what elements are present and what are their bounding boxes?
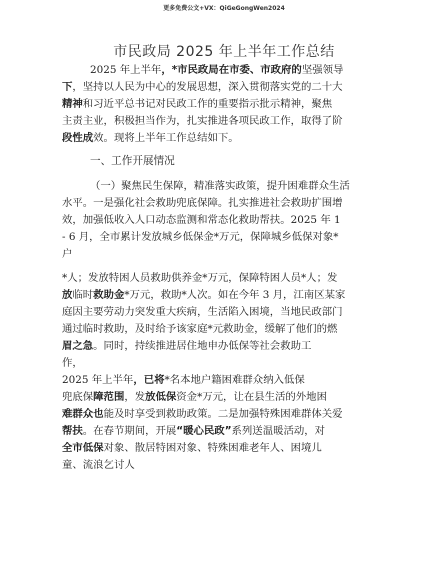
section-heading xyxy=(90,153,290,170)
text-run: 童、流浪乞讨人 xyxy=(62,459,135,471)
text-run: 对象、散居特困对象、特殊困难老年人、困境儿 xyxy=(103,442,322,454)
text-run: 户 xyxy=(62,248,73,260)
bold-text-run: 难群众也 xyxy=(62,408,104,420)
body-line xyxy=(62,440,398,457)
bold-text-run: 放 xyxy=(62,289,73,301)
text-run: 水平。一是强化社会救助兜底保障。扎实推进社会救助扩围增 xyxy=(62,197,343,209)
text-run: 一、工作开展情况 xyxy=(90,155,175,167)
bold-text-run: 精神 xyxy=(62,98,83,110)
bold-text-run: 下 xyxy=(62,81,73,93)
bold-text-run: 障范围 xyxy=(93,391,125,403)
bold-text-run: 帮扶 xyxy=(62,425,83,437)
bold-text-run: 眉之急 xyxy=(62,340,94,352)
bold-text-run: ，*市民政局在市委、市政府的 xyxy=(161,64,302,76)
bold-text-run: 段性成 xyxy=(62,132,94,144)
bold-text-run: 救助金 xyxy=(93,289,125,301)
text-run: 通过临时救助，及时给予该家庭*元救助金，缓解了他们的燃 xyxy=(62,323,338,335)
body-line xyxy=(62,130,398,147)
text-run: 坚强领导 xyxy=(301,64,344,76)
text-run: *人；发放特困人员救助供养金*万元，保障特困人员*人；发 xyxy=(62,272,338,284)
text-run: 庭因主要劳动力突发重大疾病，生活陷入困境，当地民政部门 xyxy=(62,306,343,318)
body-line xyxy=(62,96,398,113)
body-line xyxy=(62,457,398,474)
bold-text-run: ，已将 xyxy=(133,374,165,386)
body-line xyxy=(62,406,398,423)
text-run: 和习近平总书记对民政工作的重要指示批示精神，聚焦 xyxy=(82,98,333,110)
text-run: 效。现将上半年工作总结如下。 xyxy=(93,132,239,144)
text-run: 兜底保 xyxy=(62,391,94,403)
body-line xyxy=(62,372,398,389)
text-run: 能及时享受到救助政策。二是加强特殊困难群体关爱 xyxy=(103,408,343,420)
text-run: 2025 年上半年 xyxy=(62,374,134,386)
bold-text-run: 全市低保 xyxy=(62,442,104,454)
header-note: 更多免费公文+VX：QiGeGongWen2024 xyxy=(163,5,285,12)
body-line xyxy=(62,113,398,130)
body-line xyxy=(62,355,398,372)
text-run: 。同时，持续推进居住地申办低保等社会救助工 xyxy=(93,340,312,352)
text-run: ，坚持以人民为中心的发展思想，深入贯彻落实党的二十大 xyxy=(72,81,343,93)
text-run: ，发 xyxy=(124,391,146,403)
text-run: 临时 xyxy=(72,289,94,301)
body-line xyxy=(90,62,395,79)
body-line xyxy=(62,270,398,287)
text-run: 主责主业，积极担当作为，扎实推进各项民政工作，取得了阶 xyxy=(62,115,343,127)
body-line xyxy=(62,212,398,229)
body-line xyxy=(62,229,398,246)
bold-text-run: 放低保 xyxy=(145,391,177,403)
body-line xyxy=(62,423,398,440)
text-run: *名本地户籍困难群众纳入低保 xyxy=(164,374,305,386)
document-title: 市民政局 2025 年上半年工作总结 xyxy=(113,44,335,60)
text-run: （一）聚焦民生保障，精准落实政策，提升困难群众生活 xyxy=(90,180,350,192)
bold-text-run: “暖心民政” xyxy=(176,425,232,437)
body-line xyxy=(90,178,395,195)
text-run: *万元，救助*人次。如在今年 3 月，江南区某家 xyxy=(124,289,346,301)
body-line xyxy=(62,321,398,338)
body-line xyxy=(62,246,398,263)
text-run: 效，加强低收入人口动态监测和常态化救助帮扶。2025 年 1 xyxy=(62,214,341,226)
text-run: 2025 年上半年 xyxy=(90,64,162,76)
text-run: - 6 月，全市累计发放城乡低保金*万元，保障城乡低保对象* xyxy=(62,231,339,243)
body-line xyxy=(62,389,398,406)
body-line xyxy=(62,195,398,212)
text-run: 作， xyxy=(62,357,83,369)
body-line xyxy=(62,79,398,96)
text-run: 资金*万元，让在县生活的外地困 xyxy=(176,391,327,403)
body-line xyxy=(62,304,398,321)
text-run: 系列送温暖活动，对 xyxy=(231,425,326,437)
text-run: 。在春节期间，开展 xyxy=(82,425,177,437)
body-line xyxy=(62,287,398,304)
body-line xyxy=(62,338,398,355)
